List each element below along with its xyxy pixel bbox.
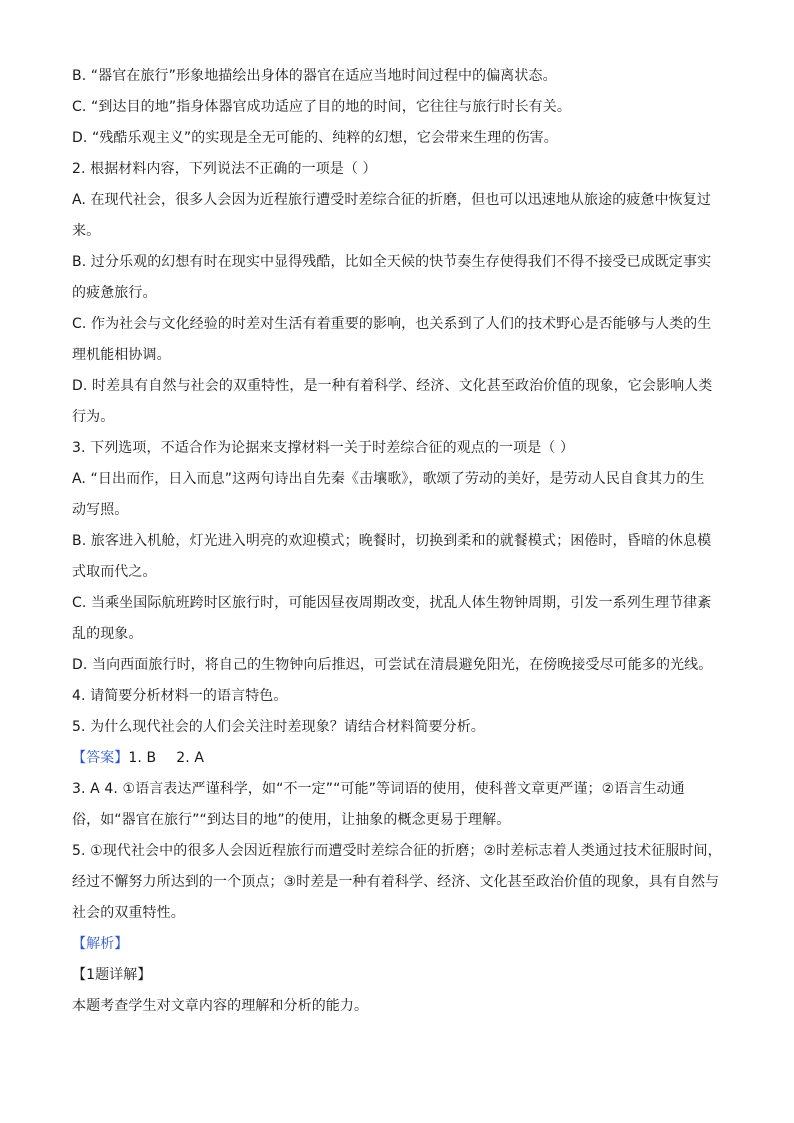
answer-2: 2. A — [176, 750, 205, 766]
answer-detail-line: 经过不懈努力所达到的一个顶点；③时差是一种有着科学、经济、文化甚至政治价值的现象，具有自然与 — [72, 874, 720, 890]
option-line: C. “到达目的地”指身体器官成功适应了目的地的时间，它往往与旅行时长有关。 — [72, 99, 571, 115]
answer-tag: 【答案】 — [72, 750, 129, 766]
option-line: B. 旅客进入机舱，灯光进入明亮的欢迎模式；晚餐时，切换到柔和的就餐模式；困倦时，昏暗的休息模 — [72, 533, 712, 549]
analysis-text: 本题考查学生对文章内容的理解和分析的能力。 — [72, 998, 369, 1014]
answer-detail-line: 3. A 4. ①语言表达严谨科学，如“不一定”“可能”等词语的使用，使科普文章更严谨；②语言生动通 — [72, 781, 685, 797]
answer-1: 1. B — [128, 750, 157, 766]
analysis-tag: 【解析】 — [72, 936, 129, 952]
analysis-heading — [72, 930, 724, 961]
answer-detail-line: 俗，如“器官在旅行”“到达目的地”的使用，让抽象的概念更易于理解。 — [72, 812, 511, 828]
question-2: 2. 根据材料内容，下列说法不正确的一项是（ ） — [72, 161, 377, 177]
option-line-continued: 式取而代之。 — [72, 564, 157, 580]
option-line: A. “日出而作，日入而息”这两句诗出自先秦《击壤歌》，歌颂了劳动的美好，是劳动人民自食其力的生 — [72, 471, 705, 487]
answer-detail-line: 5. ①现代社会中的很多人会因近程旅行而遭受时差综合征的折磨；②时差标志着人类通过技术征服时间， — [72, 843, 722, 859]
option-line: B. 过分乐观的幻想有时在现实中显得残酷，比如全天候的快节奏生存使得我们不得不接受已成既定事实 — [72, 254, 712, 270]
question-5: 5. 为什么现代社会的人们会关注时差现象？请结合材料简要分析。 — [72, 719, 485, 735]
question-3: 3. 下列选项，不适合作为论据来支撑材料一关于时差综合征的观点的一项是（ ） — [72, 440, 575, 456]
analysis-subheading: 【1题详解】 — [72, 967, 152, 983]
option-line: C. 当乘坐国际航班跨时区旅行时，可能因昼夜周期改变，扰乱人体生物钟周期，引发一系列生理节律紊 — [72, 595, 712, 611]
option-line: C. 作为社会与文化经验的时差对生活有着重要的影响，也关系到了人们的技术野心是否能够与人类的生 — [72, 316, 712, 332]
option-line-continued: 动写照。 — [72, 502, 129, 518]
option-line: D. 当向西面旅行时，将自己的生物钟向后推迟，可尝试在清晨避免阳光，在傍晚接受尽可能多的光线。 — [72, 657, 713, 673]
option-line: B. “器官在旅行”形象地描绘出身体的器官在适应当地时间过程中的偏离状态。 — [72, 68, 557, 84]
option-line-continued: 乱的现象。 — [72, 626, 143, 642]
option-line-continued: 行为。 — [72, 409, 115, 425]
answer-detail-line: 社会的双重特性。 — [72, 905, 185, 921]
question-4: 4. 请简要分析材料一的语言特色。 — [72, 688, 288, 704]
option-line: D. “残酷乐观主义”的实现是全无可能的、纯粹的幻想，它会带来生理的伤害。 — [72, 130, 558, 146]
option-line-continued: 理机能相协调。 — [72, 347, 171, 363]
option-line-continued: 来。 — [72, 223, 101, 239]
option-line: D. 时差具有自然与社会的双重特性，是一种有着科学、经济、文化甚至政治价值的现象，它会影响人类 — [72, 378, 713, 394]
document-body — [72, 62, 724, 1023]
option-line-continued: 的疲惫旅行。 — [72, 285, 157, 301]
option-line: A. 在现代社会，很多人会因为近程旅行遭受时差综合征的折磨，但也可以迅速地从旅途的疲惫中恢复过 — [72, 192, 711, 208]
answer-line — [72, 744, 724, 775]
